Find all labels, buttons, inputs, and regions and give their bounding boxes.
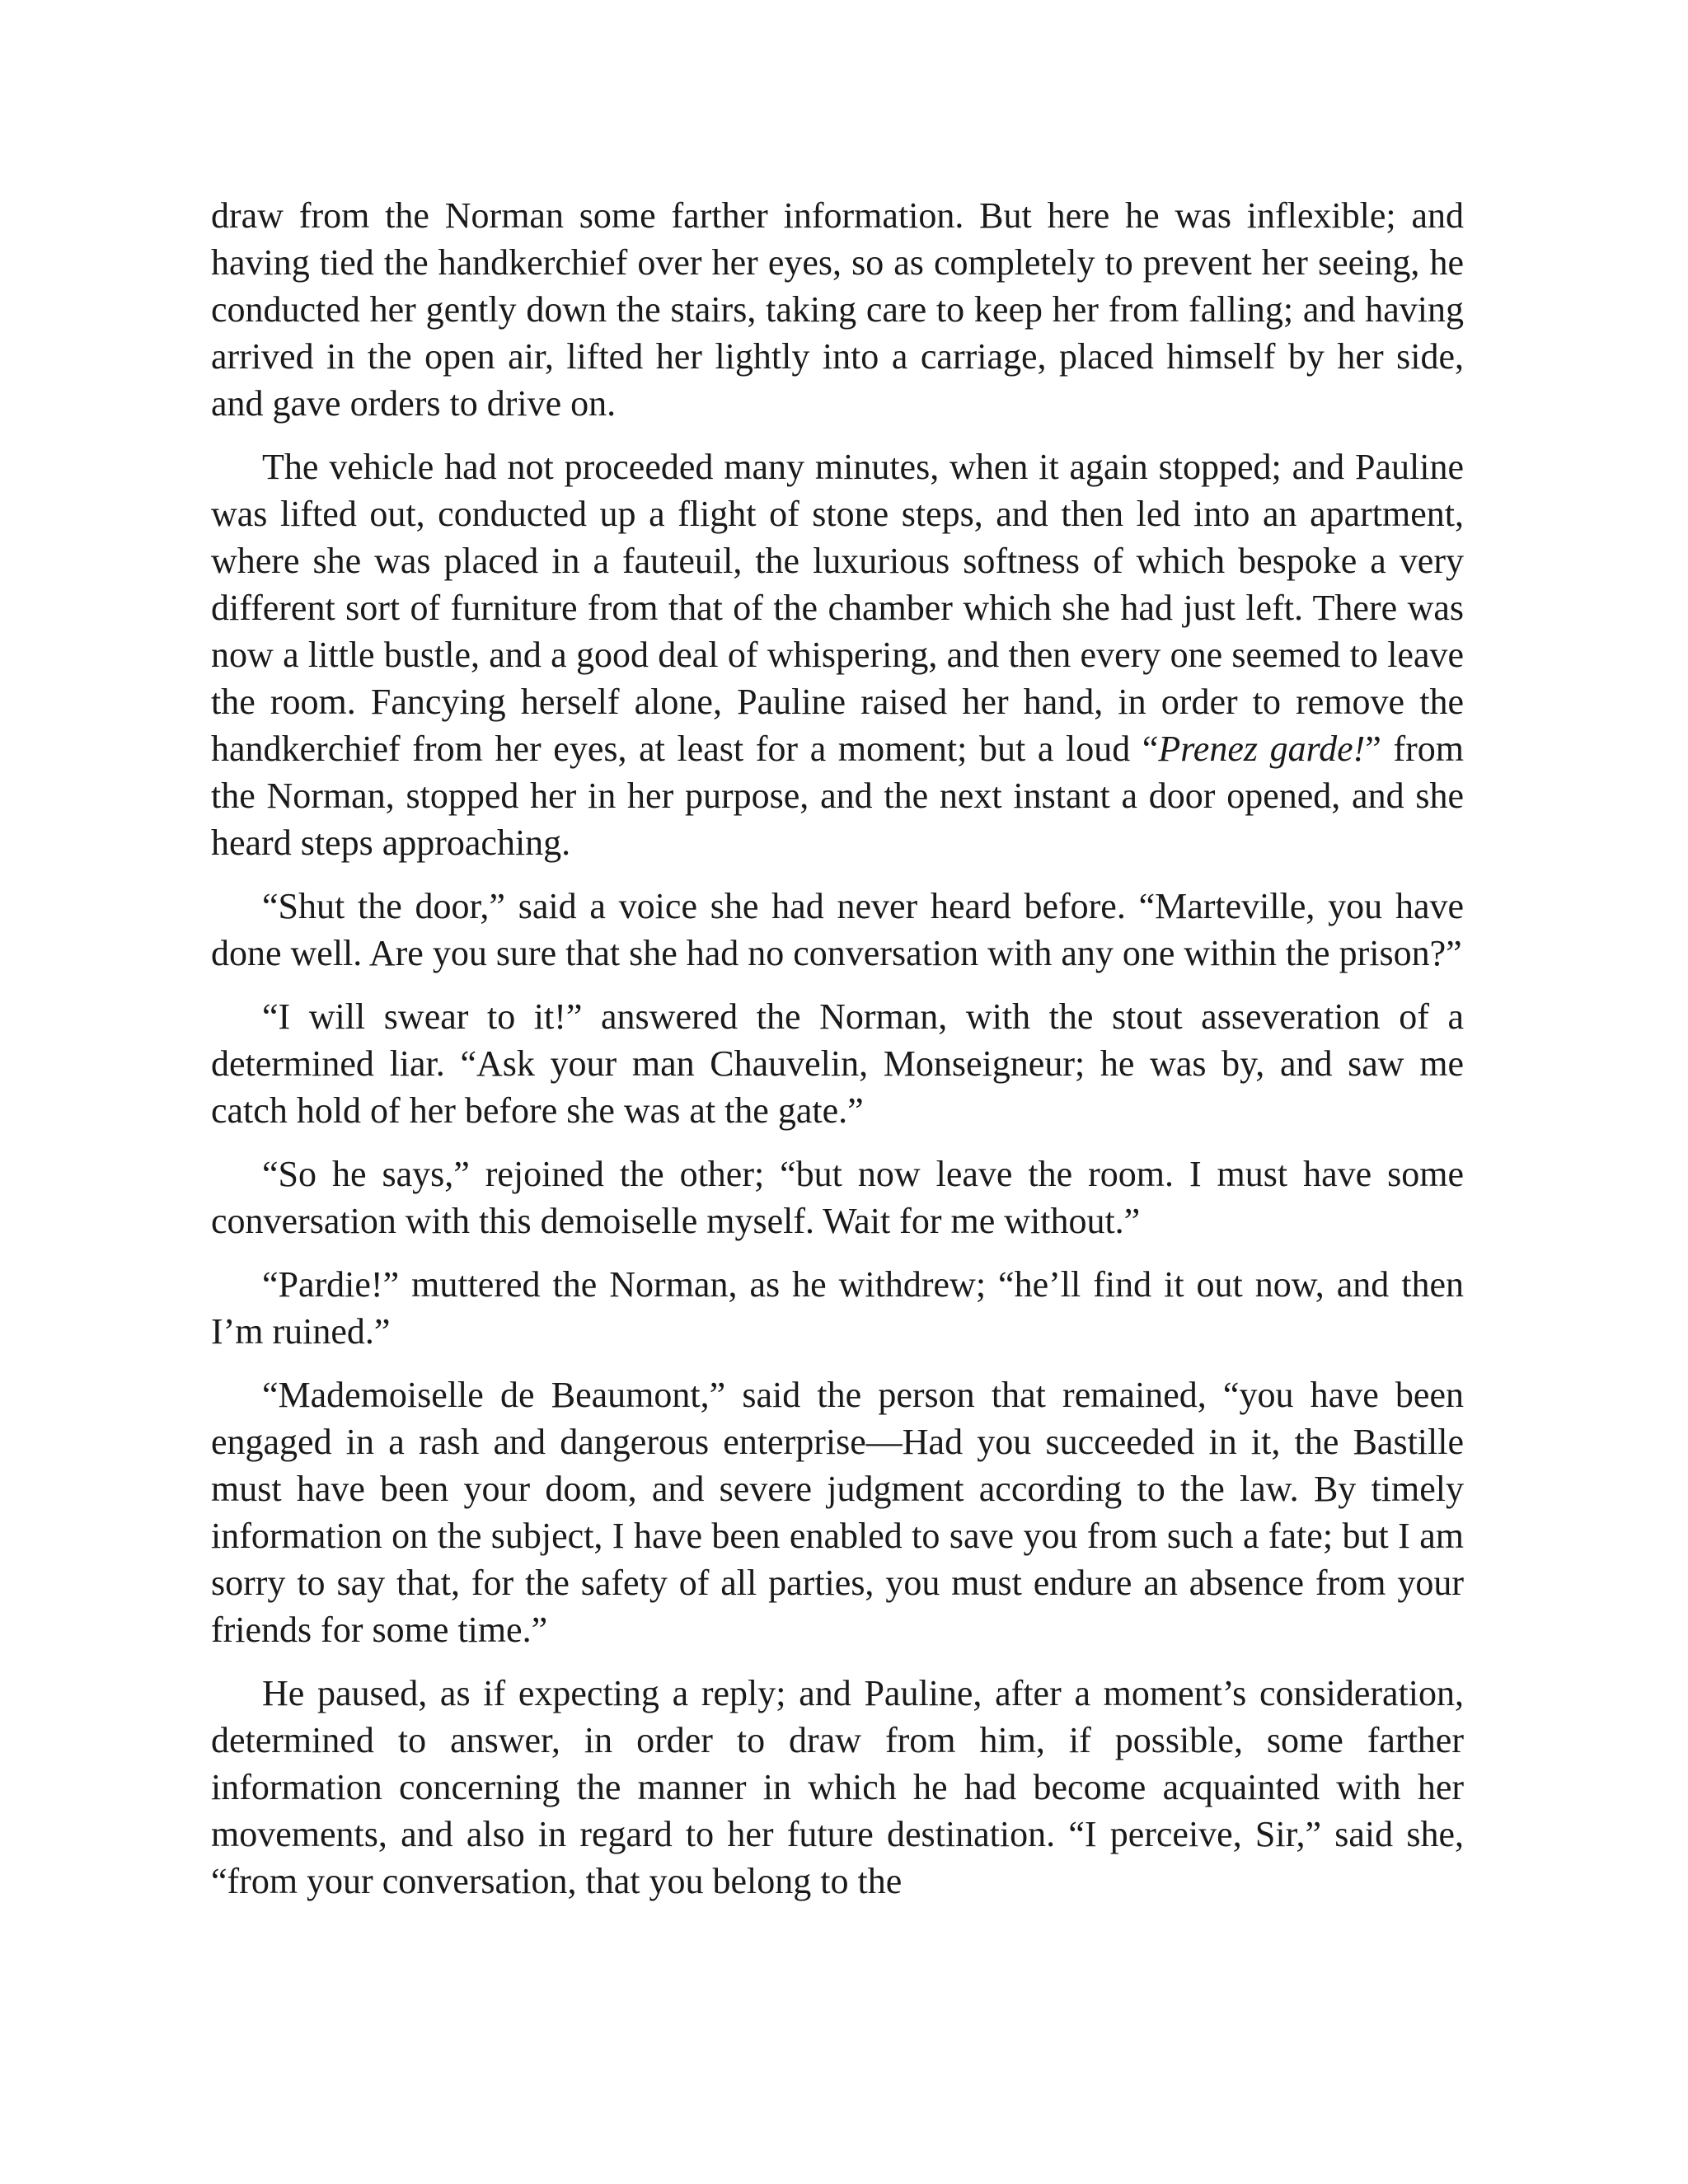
paragraph-2-text-after: ” from the Norman, stopped her in her purpose, and the next instant a door opened, and she heard steps approaching. <box>211 729 1464 863</box>
book-page <box>211 192 1464 1905</box>
paragraph-2-text-before: The vehicle had not proceeded many minutes, when it again stopped; and Pauline was lifted out, conducted up a flight of stone steps, and then led into an apartment, where she was placed in a fauteuil, the luxurious softness of which bespoke a very different sort of furniture from that of the chamber which she had just left. There was now a little bustle, and a good deal of whispering, and then every one seemed to leave the room. Fancying herself alone, Pauline raised her hand, in order to remove the handkerchief from her eyes, at least for a moment; but a loud “ <box>211 447 1464 769</box>
paragraph-2 <box>211 443 1464 866</box>
paragraph-3: “Shut the door,” said a voice she had never heard before. “Marteville, you have done well. Are you sure that she had no conversation with any one within the prison?” <box>211 886 1464 973</box>
paragraph-7: “Mademoiselle de Beaumont,” said the person that remained, “you have been engaged in a rash and dangerous enterprise—Had you succeeded in it, the Bastille must have been your doom, and severe judgment according to the law. By timely information on the subject, I have been enabled to save you from such a fate; but I am sorry to say that, for the safety of all parties, you must endure an absence from your friends for some time.” <box>211 1375 1464 1650</box>
paragraph-8: He paused, as if expecting a reply; and Pauline, after a moment’s consideration, determined to answer, in order to draw from him, if possible, some farther information concerning the manner in which he had become acquainted with her movements, and also in regard to her future destination. “I perceive, Sir,” said she, “from your conversation, that you belong to the <box>211 1673 1464 1901</box>
paragraph-2-italic-phrase: Prenez garde! <box>1158 729 1366 769</box>
paragraph-1: draw from the Norman some farther information. But here he was inflexible; and having tied the handkerchief over her eyes, so as completely to prevent her seeing, he conducted her gently down the stairs, taking care to keep her from falling; and having arrived in the open air, lifted her lightly into a carriage, placed himself by her side, and gave orders to drive on. <box>211 195 1464 424</box>
paragraph-5: “So he says,” rejoined the other; “but now leave the room. I must have some conversation with this demoiselle myself. Wait for me without.” <box>211 1154 1464 1241</box>
paragraph-6: “Pardie!” muttered the Norman, as he withdrew; “he’ll find it out now, and then I’m ruined.” <box>211 1264 1464 1352</box>
paragraph-4: “I will swear to it!” answered the Norman, with the stout asseveration of a determined liar. “Ask your man Chauvelin, Monseigneur; he was by, and saw me catch hold of her before she was at the gate.” <box>211 996 1464 1131</box>
